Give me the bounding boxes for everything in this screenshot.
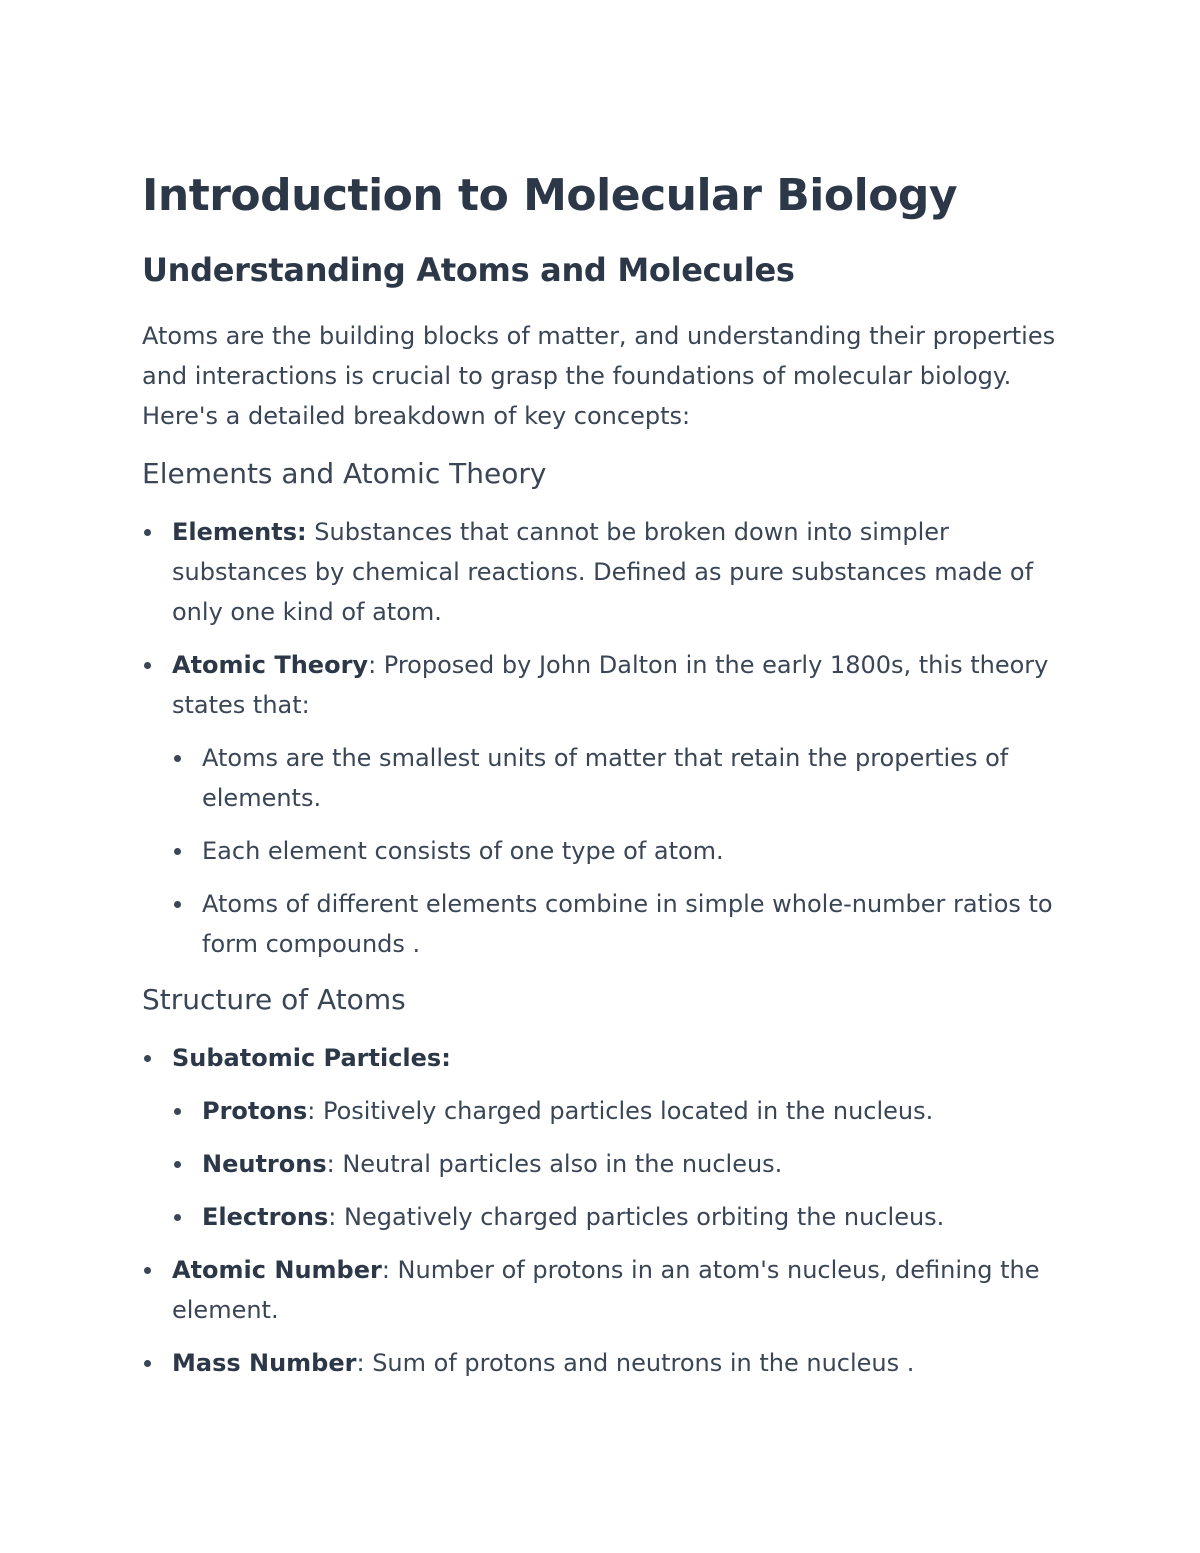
- sublist-text: Each element consists of one type of atom.: [202, 837, 724, 865]
- sublist-item: [172, 831, 1062, 871]
- bullet-icon: [174, 901, 181, 908]
- intro-paragraph: Atoms are the building blocks of matter, and understanding their properties and interactions is crucial to grasp the foundations of molecular biology. Here's a detailed breakdown of key concepts:: [142, 322, 1056, 430]
- atomic-theory-sublist: [172, 738, 1062, 964]
- sublist-text: Atoms are the smallest units of matter that retain the properties of elements.: [202, 744, 1009, 812]
- bullet-icon: [174, 1214, 181, 1221]
- document-title: Introduction to Molecular Biology: [142, 170, 958, 221]
- bullet-icon: [144, 1360, 151, 1367]
- elements-list: [142, 512, 1062, 964]
- term-description: : Sum of protons and neutrons in the nucleus .: [356, 1349, 915, 1377]
- bullet-icon: [174, 1108, 181, 1115]
- subsection-heading-structure: Structure of Atoms: [142, 983, 406, 1016]
- term-description: : Number of protons in an atom's nucleus, defining the element.: [172, 1256, 1040, 1324]
- term-label: Neutrons: [202, 1150, 327, 1178]
- list-item-atomic-theory: [142, 645, 1062, 964]
- structure-list: [142, 1038, 1062, 1383]
- term-description: : Proposed by John Dalton in the early 1800s, this theory states that:: [172, 651, 1049, 719]
- sublist-text: Atoms of different elements combine in simple whole-number ratios to form compounds .: [202, 890, 1053, 958]
- term-description: Substances that cannot be broken down into simpler substances by chemical reactions. Defined as pure substances made of only one kind of atom.: [172, 518, 1034, 626]
- term-label: Protons: [202, 1097, 308, 1125]
- term-label: Electrons: [202, 1203, 329, 1231]
- bullet-icon: [144, 529, 151, 536]
- list-item-atomic-number: [142, 1250, 1062, 1330]
- sublist-item: [172, 884, 1062, 964]
- term-label: Subatomic Particles: [172, 1044, 442, 1072]
- bullet-icon: [174, 1161, 181, 1168]
- section-heading: Understanding Atoms and Molecules: [142, 251, 795, 289]
- sublist-item-electrons: [172, 1197, 1062, 1237]
- term-description: : Negatively charged particles orbiting the nucleus.: [328, 1203, 945, 1231]
- bullet-icon: [144, 1267, 151, 1274]
- bullet-icon: [144, 662, 151, 669]
- sublist-item-neutrons: [172, 1144, 1062, 1184]
- sublist-item-protons: [172, 1091, 1062, 1131]
- bullet-icon: [144, 1055, 151, 1062]
- term-description: : Neutral particles also in the nucleus.: [326, 1150, 783, 1178]
- term-description: :: [441, 1044, 451, 1072]
- document-page: [142, 168, 1062, 1401]
- bullet-icon: [174, 755, 181, 762]
- term-label: Atomic Theory: [172, 651, 369, 679]
- sublist-item: [172, 738, 1062, 818]
- bullet-icon: [174, 848, 181, 855]
- term-label: Mass Number: [172, 1349, 357, 1377]
- term-label: Atomic Number: [172, 1256, 382, 1284]
- term-description: : Positively charged particles located in the nucleus.: [307, 1097, 934, 1125]
- term-label: Elements:: [172, 518, 307, 546]
- subsection-heading-elements: Elements and Atomic Theory: [142, 457, 547, 490]
- list-item-elements: [142, 512, 1062, 632]
- subatomic-sublist: [172, 1091, 1062, 1237]
- list-item-subatomic-particles: [142, 1038, 1062, 1237]
- list-item-mass-number: [142, 1343, 1062, 1383]
